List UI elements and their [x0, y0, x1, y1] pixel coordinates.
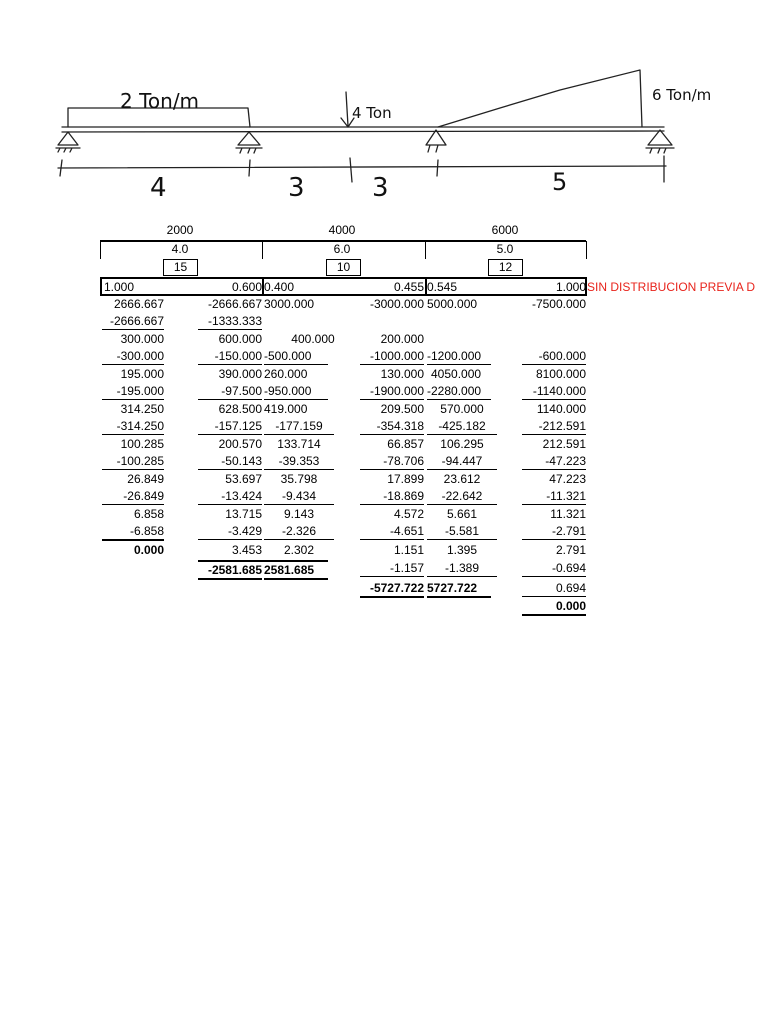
support-c-icon [426, 130, 446, 152]
table-cell: -1000.000 [360, 348, 424, 365]
k-span1: 15 [163, 259, 198, 276]
table-cell: 195.000 [120, 367, 164, 381]
table-cell: -4.651 [360, 523, 424, 540]
dimension-line [58, 166, 666, 168]
table-cell: 4.572 [393, 507, 424, 521]
table-cell: -2666.667 [207, 297, 262, 311]
table-cell: -212.591 [522, 418, 586, 435]
load2-label: 4 Ton [352, 104, 392, 122]
table-cell: 260.000 [264, 367, 308, 381]
table-cell: 6.858 [133, 507, 164, 521]
table-cell: 23.612 [443, 472, 481, 486]
table-cell: 0.000 [133, 543, 164, 557]
table-cell: 200.000 [380, 332, 424, 346]
table-cell: -39.353 [264, 453, 334, 470]
table-cell: 47.223 [549, 472, 586, 486]
ei-span1: 2000 [166, 223, 194, 237]
table-cell: 53.697 [225, 472, 262, 486]
table-cell: -425.182 [427, 418, 497, 435]
table-cell: 4050.000 [431, 367, 482, 381]
table-cell: 26.849 [127, 472, 164, 486]
note-text: SIN DISTRIBUCION PREVIA D [587, 280, 756, 294]
table-cell: -22.642 [427, 488, 497, 505]
table-cell: -97.500 [198, 383, 262, 400]
table-cell: -195.000 [102, 383, 164, 400]
table-cell: 9.143 [283, 507, 315, 521]
table-cell: 628.500 [218, 402, 262, 416]
table-cell: -354.318 [360, 418, 424, 435]
table-cell: -78.706 [360, 453, 424, 470]
table-cell: 100.285 [120, 437, 164, 451]
table-cell: 1140.000 [536, 402, 586, 416]
table-cell: 1.395 [446, 543, 478, 557]
table-cell: 3.453 [231, 543, 262, 557]
span3-label: 3 [372, 173, 389, 203]
table-cell: 106.295 [440, 437, 484, 451]
length-span1: 4.0 [171, 242, 189, 256]
table-cell: -314.250 [102, 418, 164, 435]
k-span2: 10 [326, 259, 361, 276]
table-cell: 133.714 [277, 437, 321, 451]
table-cell: 13.715 [225, 507, 262, 521]
table-cell: 2666.667 [113, 297, 164, 311]
table-cell: 1.151 [393, 543, 424, 557]
table-cell: -300.000 [102, 348, 164, 365]
table-cell: 11.321 [550, 507, 586, 521]
table-cell: -6.858 [102, 523, 164, 541]
table-cell: -950.000 [264, 383, 328, 400]
support-a-icon [56, 132, 80, 152]
table-cell: -500.000 [264, 348, 328, 365]
table-cell: 300.000 [120, 332, 164, 346]
df-5: 0.545 [427, 280, 458, 294]
table-cell: -5.581 [427, 523, 497, 540]
ei-span2: 4000 [328, 223, 356, 237]
table-cell: 130.000 [380, 367, 424, 381]
table-cell: -5727.722 [360, 580, 424, 598]
table-cell: -1900.000 [360, 383, 424, 400]
support-b-icon [236, 132, 262, 153]
table-cell: -1.157 [360, 560, 424, 577]
table-cell: -94.447 [427, 453, 497, 470]
table-cell: 2581.685 [264, 562, 328, 580]
length-span3: 5.0 [496, 242, 514, 256]
triangular-load-outline [438, 70, 642, 127]
table-cell: 200.570 [218, 437, 262, 451]
df-2: 0.600 [231, 280, 262, 294]
table-cell: -2666.667 [102, 313, 164, 330]
df-box [100, 277, 587, 296]
table-cell: -2.791 [522, 523, 586, 540]
table-cell: -1.389 [427, 560, 497, 577]
table-cell: -13.424 [198, 488, 262, 505]
table-cell: 419.000 [264, 402, 308, 416]
table-cell: 5.661 [446, 507, 478, 521]
table-cell: 35.798 [280, 472, 318, 486]
support-d-icon [646, 130, 674, 153]
k-span3: 12 [488, 259, 523, 276]
table-cell: -0.694 [522, 560, 586, 577]
table-cell: -3.429 [198, 523, 262, 540]
df-1: 1.000 [104, 280, 135, 294]
load3-label: 6 Ton/m [652, 86, 712, 104]
df-3: 0.400 [264, 280, 295, 294]
table-cell: -7500.000 [531, 297, 586, 311]
table-cell: 5000.000 [427, 297, 478, 311]
table-cell: -18.869 [360, 488, 424, 505]
table-cell: 17.899 [387, 472, 424, 486]
table-cell: -600.000 [522, 348, 586, 365]
length-span2: 6.0 [333, 242, 351, 256]
table-cell: -50.143 [198, 453, 262, 470]
table-cell: 314.250 [120, 402, 164, 416]
table-cell: -1200.000 [427, 348, 491, 365]
table-cell: -100.285 [102, 453, 164, 470]
span1-label: 4 [150, 173, 167, 203]
table-cell: 209.500 [380, 402, 424, 416]
beam-bottom-line [62, 131, 664, 132]
table-cell: 2.302 [283, 543, 315, 557]
table-cell: 3000.000 [264, 297, 315, 311]
table-cell: 2.791 [555, 543, 586, 557]
table-cell: -1140.000 [522, 383, 586, 400]
ei-span3: 6000 [491, 223, 519, 237]
span4-label: 5 [552, 168, 568, 196]
table-cell: -9.434 [264, 488, 334, 505]
table-cell: 66.857 [387, 437, 424, 451]
table-cell: -2280.000 [427, 383, 491, 400]
table-cell: 600.000 [218, 332, 262, 346]
table-cell: -177.159 [264, 418, 334, 435]
table-cell: -11.321 [522, 488, 586, 505]
table-cell: -150.000 [198, 348, 262, 365]
df-6: 1.000 [555, 280, 586, 294]
table-cell: -3000.000 [369, 297, 424, 311]
table-cell: -2.326 [264, 523, 334, 540]
table-cell: -1333.333 [198, 313, 262, 330]
span2-label: 3 [288, 173, 305, 203]
df-4: 0.455 [393, 280, 424, 294]
beam-sketch [0, 0, 768, 220]
load1-label: 2 Ton/m [120, 89, 200, 113]
table-cell: -47.223 [522, 453, 586, 470]
table-cell: 400.000 [291, 332, 335, 346]
table-cell: 0.000 [522, 598, 586, 616]
table-cell: -157.125 [198, 418, 262, 435]
table-cell: 570.000 [440, 402, 484, 416]
table-cell: 390.000 [218, 367, 262, 381]
table-cell: 0.694 [522, 580, 586, 597]
table-cell: 8100.000 [535, 367, 586, 381]
table-cell: -26.849 [102, 488, 164, 505]
table-cell: 212.591 [542, 437, 586, 451]
table-cell: -2581.685 [198, 562, 262, 580]
table-cell: 5727.722 [427, 580, 491, 598]
